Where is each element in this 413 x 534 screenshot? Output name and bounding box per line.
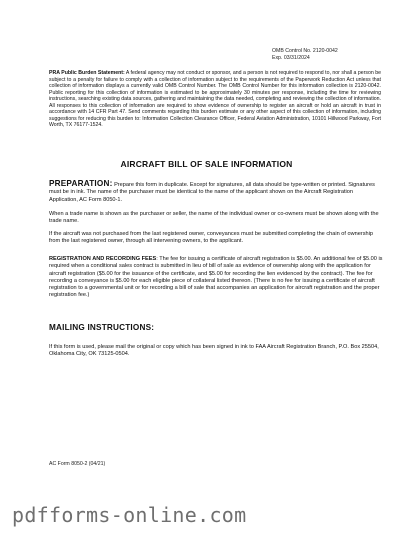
omb-expiration: Exp. 03/31/2024 <box>272 54 310 61</box>
mailing-heading: MAILING INSTRUCTIONS: <box>49 323 155 332</box>
fees-text: : The fee for issuing a certificate of aircraft registration is $5.00. An additional fee of $5.00 is required when a conditional sales contract is submitted in lieu of bill of sale as evidence of ownership along with the application for aircraft registration ($5.00 for the issuance of the certificate, and $5.00 for recording the lien evidenced by the contract). The fee for recording a conveyance is $5.00 for each eligible piece of collateral listed thereon. (There is no fee for issuing a certificate of aircraft registration to a governmental unit or for recording a bill of sale that accompanies an application for aircraft registration and the proper registration fee.) <box>49 256 383 299</box>
burden-text: A federal agency may not conduct or sponsor, and a person is not required to respond to, nor shall a person be subject to a penalty for failure to comply with a collection of information subject to the requirements of the Paperwork Reduction Act unless that collection of information displays a currently valid OMB Control Number. The OMB Control Number for this information collection is 2120-0042. Public reporting for this collection of information is estimated to be approximately 30 minutes per response, including the time for reviewing instructions, searching existing data sources, gathering and maintaining the data needed, completing and reviewing the collection of information. All responses to this collection of information are required to show evidence of ownership to register an aircraft or hold an aircraft in trust in accordance with 14 CFR Part 47. Send comments regarding this burden estimate or any other aspect of this collection of information, including suggestions for reducing this burden to: Information Collection Clearance Officer, Federal Aviation Administration, 10101 Hillwood Parkway, Fort Worth, TX 76177-1524. <box>49 70 381 128</box>
mailing-text: If this form is used, please mail the original or copy which has been signed in ink to FAA Aircraft Registration Branch, P.O. Box 25504, Oklahoma City, OK 73125-0504. <box>49 344 379 358</box>
trade-name-paragraph: When a trade name is shown as the purchaser or seller, the name of the individual owner or co-owners must be shown along with the trade name. <box>49 211 379 225</box>
watermark: pdfforms-online.com <box>12 503 247 527</box>
conveyances-paragraph: If the aircraft was not purchased from the last registered owner, conveyances must be submitted completing the chain of ownership from the last registered owner, through all intervening owners, to the applicant. <box>49 231 373 245</box>
fees-section <box>49 256 383 300</box>
burden-statement <box>49 70 381 129</box>
omb-control-number: OMB Control No. 2120-0042 <box>272 48 338 54</box>
form-number: AC Form 8050-2 (04/21) <box>49 461 106 467</box>
preparation-section <box>49 180 383 204</box>
preparation-text: Prepare this form in duplicate. Except for signatures, all data should be type-written or printed. Signatures must be in ink. The name of the purchaser must be identical to the name of the applicant shown on the Aircraft Registration Application, AC Form 8050-1. <box>49 182 375 203</box>
fees-heading: REGISTRATION AND RECORDING FEES <box>49 256 157 262</box>
burden-label: PRA Public Burden Statement: <box>49 70 125 76</box>
preparation-heading: PREPARATION: <box>49 179 113 188</box>
page-title: AIRCRAFT BILL OF SALE INFORMATION <box>120 159 293 169</box>
omb-control-block <box>272 48 338 61</box>
